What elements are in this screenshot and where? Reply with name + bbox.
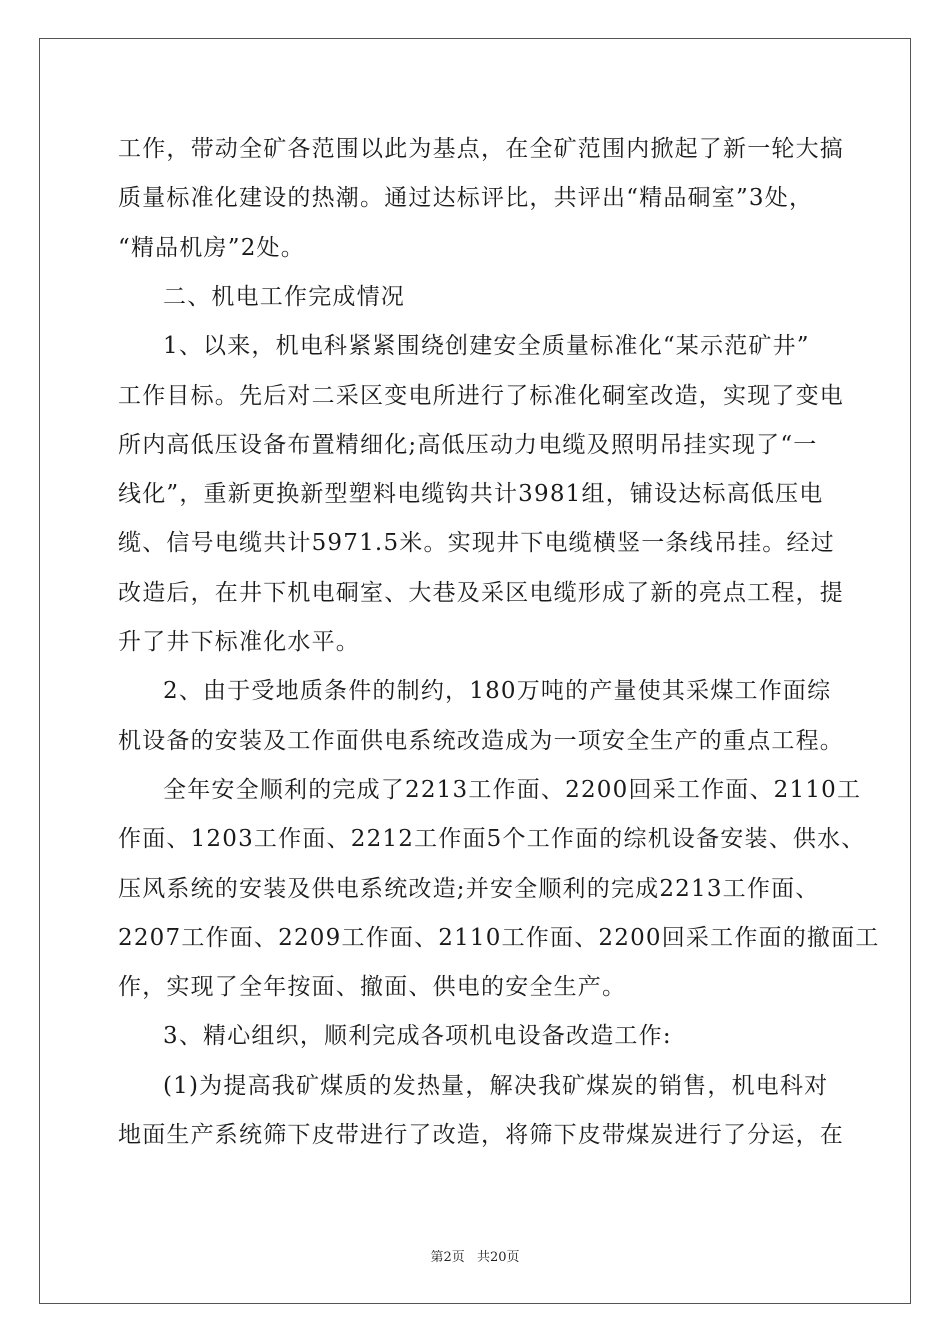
text-line: 线化”，重新更换新型塑料电缆钩共计3981组，铺设达标高低压电 (118, 481, 824, 507)
section-heading: 二、机电工作完成情况 (163, 284, 405, 310)
page-number: 第2页 (430, 1250, 465, 1265)
text-line: “精品机房”2处。 (118, 235, 305, 261)
text-line: 地面生产系统筛下皮带进行了改造，将筛下皮带煤炭进行了分运，在 (118, 1122, 844, 1148)
text-line: 改造后，在井下机电硐室、大巷及采区电缆形成了新的亮点工程，提 (118, 580, 844, 606)
text-line: 质量标准化建设的热潮。通过达标评比，共评出“精品硐室”3处， (118, 185, 814, 211)
text-line: 缆、信号电缆共计5971.5米。实现井下电缆横竖一条线吊挂。经过 (118, 530, 835, 556)
text-line: 机设备的安装及工作面供电系统改造成为一项安全生产的重点工程。 (118, 728, 844, 754)
page-footer (0, 1249, 950, 1267)
text-line: 全年安全顺利的完成了2213工作面、2200回采工作面、2110工 (163, 777, 862, 803)
text-line: 升了井下标准化水平。 (118, 629, 360, 655)
text-line: 1、以来，机电科紧紧围绕创建安全质量标准化“某示范矿井” (163, 333, 810, 359)
text-line: 3、精心组织，顺利完成各项机电设备改造工作: (163, 1023, 672, 1049)
text-line: 作，实现了全年按面、撤面、供电的安全生产。 (118, 974, 627, 1000)
text-line: 工作，带动全矿各范围以此为基点，在全矿范围内掀起了新一轮大搞 (118, 136, 844, 162)
text-line: 作面、1203工作面、2212工作面5个工作面的综机设备安装、供水、 (118, 826, 866, 852)
text-line: 2、由于受地质条件的制约，180万吨的产量使其采煤工作面综 (163, 678, 832, 704)
text-line: 压风系统的安装及供电系统改造;并安全顺利的完成2213工作面、 (118, 876, 820, 902)
text-line: 工作目标。先后对二采区变电所进行了标准化硐室改造，实现了变电 (118, 383, 844, 409)
page-frame (39, 38, 911, 1304)
text-line: 2207工作面、2209工作面、2110工作面、2200回采工作面的撤面工 (118, 925, 880, 951)
page-total: 共20页 (476, 1250, 520, 1265)
text-line: (1)为提高我矿煤质的发热量，解决我矿煤炭的销售，机电科对 (163, 1073, 829, 1099)
text-line: 所内高低压设备布置精细化;高低压动力电缆及照明吊挂实现了“一 (118, 432, 818, 458)
